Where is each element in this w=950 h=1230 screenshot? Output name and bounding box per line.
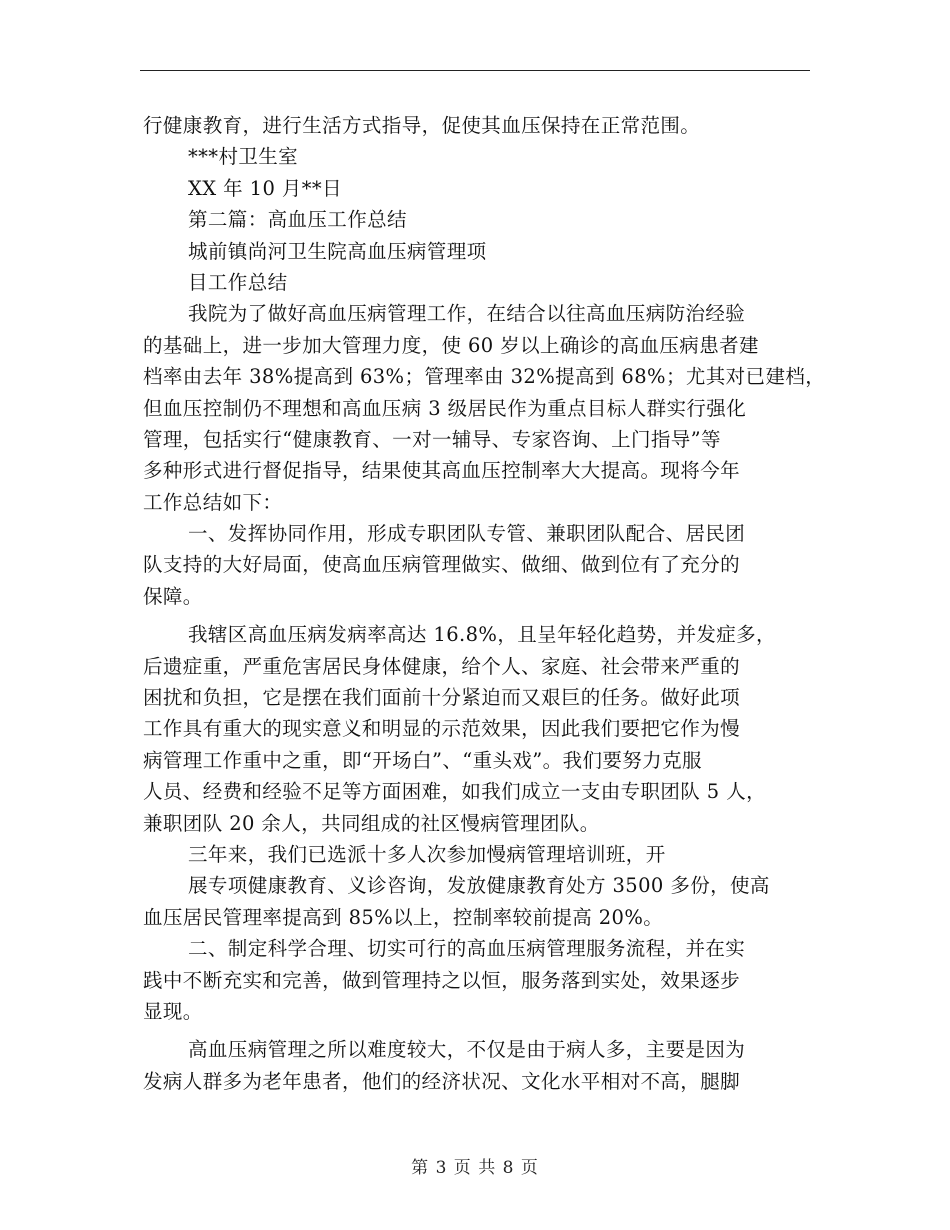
text-line: 困扰和负担，它是摆在我们面前十分紧迫而又艰巨的任务。做好此项 [143, 686, 741, 710]
document-body [143, 110, 826, 1097]
text-line: 显现。 [143, 999, 203, 1023]
text-line: 展专项健康教育、义诊咨询，发放健康教育处方 3500 多份，使高 [188, 874, 770, 898]
text-line: 工作具有重大的现实意义和明显的示范效果，因此我们要把它作为慢 [143, 717, 741, 741]
signature-date: XX 年 10 月**日 [188, 176, 342, 200]
header-rule [140, 70, 810, 71]
text-line: 血压居民管理率提高到 85%以上，控制率较前提高 20%。 [143, 905, 664, 929]
text-line: 践中不断充实和完善，做到管理持之以恒，服务落到实处，效果逐步 [143, 968, 741, 992]
text-line: 我院为了做好高血压病管理工作，在结合以往高血压病防治经验 [188, 302, 746, 326]
text-line: 二、制定科学合理、切实可行的高血压病管理服务流程，并在实 [188, 937, 746, 961]
text-line: 兼职团队 20 余人，共同组成的社区慢病管理团队。 [143, 811, 600, 835]
text-line: 发病人群多为老年患者，他们的经济状况、文化水平相对不高，腿脚 [143, 1069, 741, 1093]
text-line: 但血压控制仍不理想和高血压病 3 级居民作为重点目标人群实行强化 [143, 396, 747, 420]
text-line: 行健康教育，进行生活方式指导，促使其血压保持在正常范围。 [143, 114, 701, 137]
text-line: 多种形式进行督促指导，结果使其高血压控制率大大提高。现将今年 [143, 459, 741, 483]
document-title: 城前镇尚河卫生院高血压病管理项 [188, 239, 487, 263]
text-line: 工作总结如下： [143, 490, 283, 514]
signature-org: ***村卫生室 [188, 145, 299, 169]
section-heading: 第二篇：高血压工作总结 [188, 208, 407, 232]
text-line: 一、发挥协同作用，形成专职团队专管、兼职团队配合、居民团 [188, 522, 746, 546]
text-line: 高血压病管理之所以难度较大，不仅是由于病人多，主要是因为 [188, 1038, 746, 1062]
text-line: 管理，包括实行“健康教育、一对一辅导、专家咨询、上门指导”等 [143, 427, 721, 451]
text-line: 的基础上，进一步加大管理力度，使 60 岁以上确诊的高血压病患者建 [143, 333, 759, 357]
text-line: 三年来，我们已选派十多人次参加慢病管理培训班，开 [188, 842, 666, 866]
text-line: 保障。 [143, 584, 203, 608]
page-number-footer: 第 3 页 共 8 页 [411, 1158, 539, 1178]
text-line: 人员、经费和经验不足等方面困难，如我们成立一支由专职团队 5 人， [143, 780, 767, 804]
document-title: 目工作总结 [188, 270, 288, 294]
text-line: 档率由去年 38%提高到 63%；管理率由 32%提高到 68%；尤其对已建档， [143, 365, 826, 389]
text-line: 队支持的大好局面，使高血压病管理做实、做细、做到位有了充分的 [143, 553, 741, 577]
text-line: 后遗症重，严重危害居民身体健康，给个人、家庭、社会带来严重的 [143, 654, 741, 678]
text-line: 病管理工作重中之重，即“开场白”、“重头戏”。我们要努力克服 [143, 748, 702, 772]
text-line: 我辖区高血压病发病率高达 16.8%，且呈年轻化趋势，并发症多， [188, 623, 776, 647]
